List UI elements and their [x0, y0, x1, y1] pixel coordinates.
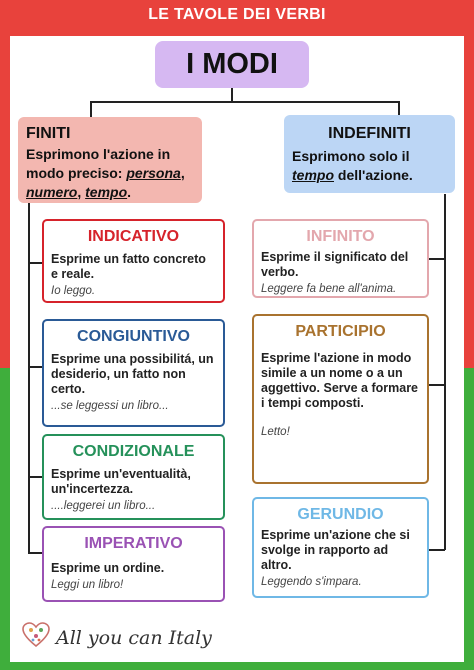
finiti-desc-prefix: Esprimono l'azione in modo preciso: [26, 146, 171, 181]
connector-to-participio [428, 384, 445, 386]
connector-indefiniti-spine [444, 194, 446, 550]
congiuntivo-description: Esprime una possibilitá, un desiderio, un fatto non certo. [51, 352, 214, 396]
card-infinito [252, 219, 429, 298]
indefiniti-description [292, 147, 447, 185]
card-participio [252, 314, 429, 484]
connector-to-gerundio [428, 549, 445, 551]
finiti-desc-end: . [127, 184, 132, 200]
finiti-term-persona: persona [126, 165, 181, 181]
finiti-title: FINITI [26, 125, 71, 142]
card-condizionale [42, 434, 225, 520]
infinito-description: Esprime il significato del verbo. [261, 250, 409, 279]
connector-finiti-down [90, 101, 92, 117]
gerundio-description: Esprime un'azione che si svolge in rapporto ad altro. [261, 528, 410, 572]
page-title: LE TAVOLE DEI VERBI [148, 6, 326, 23]
condizionale-title: CONDIZIONALE [72, 443, 195, 460]
finiti-description [26, 145, 194, 202]
condizionale-example: ....leggerei un libro... [51, 500, 156, 512]
finiti-desc-sep1: , [180, 165, 185, 181]
infinito-example: Leggere fa bene all'anima. [261, 283, 397, 295]
card-imperativo [42, 526, 225, 602]
participio-title: PARTICIPIO [295, 323, 386, 340]
infinito-title: INFINITO [306, 228, 375, 245]
participio-description: Esprime l'azione in modo simile a un nome o a un aggettivo. Serve a formare i tempi composti. [261, 351, 419, 410]
congiuntivo-title: CONGIUNTIVO [77, 328, 190, 345]
card-indicativo [42, 219, 225, 303]
connector-to-infinito [428, 258, 445, 260]
imperativo-description: Esprime un ordine. [51, 561, 165, 575]
imperativo-title: IMPERATIVO [84, 535, 183, 552]
indefiniti-box [284, 115, 455, 193]
condizionale-description: Esprime un'eventualità, un'incertezza. [51, 467, 191, 496]
imperativo-example: Leggi un libro! [51, 579, 124, 591]
indicativo-example: Io leggo. [51, 285, 96, 297]
card-congiuntivo [42, 319, 225, 427]
connector-horizontal [90, 101, 400, 103]
indicativo-title: INDICATIVO [87, 228, 180, 245]
connector-modi-down [231, 88, 233, 102]
modi-box: I MODI [155, 41, 309, 88]
finiti-box [18, 117, 202, 203]
connector-finiti-spine [28, 200, 30, 553]
finiti-term-numero: numero [26, 184, 78, 200]
congiuntivo-example: ...se leggessi un libro... [51, 400, 169, 412]
gerundio-title: GERUNDIO [297, 506, 384, 523]
indicativo-description: Esprime un fatto concreto e reale. [51, 252, 206, 281]
indefiniti-desc-prefix: Esprimono solo il [292, 148, 410, 164]
gerundio-example: Leggendo s'impara. [261, 576, 362, 588]
indefiniti-title: INDEFINITI [328, 125, 411, 142]
card-gerundio [252, 497, 429, 598]
finiti-desc-sep2: , [77, 184, 86, 200]
indefiniti-term-tempo: tempo [292, 167, 334, 183]
finiti-term-tempo: tempo [85, 184, 128, 200]
heart-icon [22, 622, 50, 653]
footer-logo [22, 622, 212, 653]
footer-brand: All you can Italy [56, 626, 212, 649]
participio-example: Letto! [261, 426, 290, 438]
indefiniti-desc-suffix: dell'azione. [334, 167, 413, 183]
